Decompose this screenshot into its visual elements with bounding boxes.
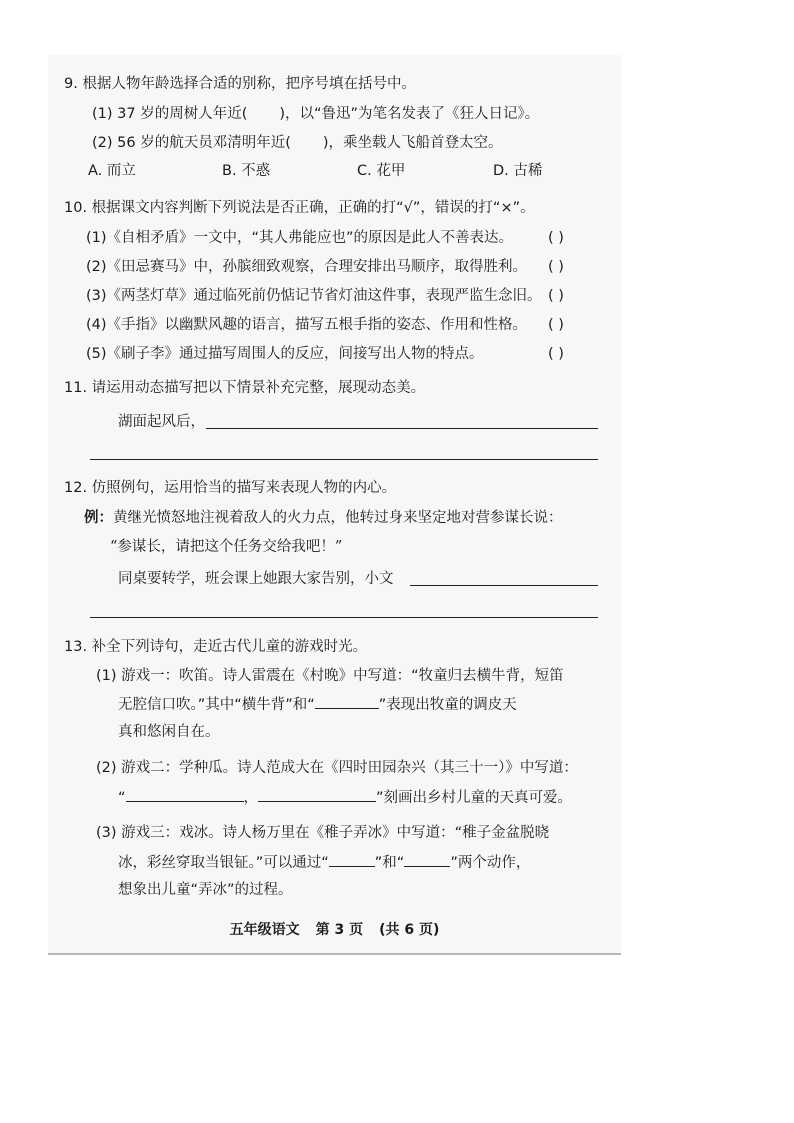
q9-item-2	[92, 133, 503, 153]
q9-item-1	[92, 104, 539, 124]
q12-title: 12. 仿照例句，运用恰当的描写来表现人物的内心。	[64, 480, 397, 496]
q13-part1-line2	[118, 694, 517, 715]
q10-item-5-paren[interactable]: ( )	[548, 346, 564, 362]
q12-answer-line-1[interactable]	[410, 585, 598, 586]
q9-option-d: D. 古稀	[493, 163, 543, 179]
q13-part1-line1: (1) 游戏一：吹笛。诗人雷震在《村晚》中写道：“牧童归去横牛背，短笛	[96, 668, 564, 684]
q9-option-b: B. 不惑	[222, 163, 271, 179]
q10-item-3-paren[interactable]: ( )	[548, 288, 564, 304]
exam-page	[48, 55, 621, 953]
q10-item-5: (5)《刷子李》通过描写周围人的反应，间接写出人物的特点。	[86, 346, 484, 362]
q13-part1-line3: 真和悠闲自在。	[118, 724, 220, 740]
q12-example-quote: “参谋长，请把这个任务交给我吧！”	[110, 539, 343, 555]
footer-subject: 五年级语文	[229, 922, 300, 938]
q13-part3-text-c: ”两个动作，	[450, 855, 531, 871]
q12-example	[84, 508, 563, 528]
footer-total: (共 6 页)	[379, 922, 440, 938]
q13-part2-blank-2[interactable]	[258, 787, 376, 802]
page-footer	[48, 919, 621, 939]
page-bottom-rule	[48, 953, 621, 955]
q12-prompt: 同桌要转学，班会课上她跟大家告别，小文	[118, 571, 394, 587]
q13-part3-line3: 想象出儿童“弄冰”的过程。	[118, 882, 293, 898]
q13-part3-text-b: ”和“	[374, 855, 405, 871]
q10-item-4: (4)《手指》以幽默风趣的语言，描写五根手指的姿态、作用和性格。	[86, 317, 528, 333]
q13-part2-line1: (2) 游戏二：学种瓜。诗人范成大在《四时田园杂兴（其三十一）》中写道：	[96, 760, 578, 776]
q10-title: 10. 根据课文内容判断下列说法是否正确，正确的打“√”，错误的打“×”。	[64, 200, 535, 216]
q13-part2-text-end: ”刻画出乡村儿童的天真可爱。	[376, 790, 573, 806]
q12-example-text: 黄继光愤怒地注视着敌人的火力点，他转过身来坚定地对营参谋长说：	[113, 510, 563, 526]
q10-item-2: (2)《田忌赛马》中，孙膑细致观察，合理安排出马顺序，取得胜利。	[86, 259, 528, 275]
q13-part3-line2	[118, 852, 530, 873]
q13-part3-blank-2[interactable]	[404, 852, 450, 867]
q13-title: 13. 补全下列诗句，走近古代儿童的游戏时光。	[64, 639, 368, 655]
q9-item-2-end: )，乘坐载人飞船首登太空。	[322, 135, 503, 151]
q13-part1-blank[interactable]	[315, 694, 379, 709]
footer-page: 第 3 页	[315, 922, 364, 938]
q13-part2-blank-1[interactable]	[126, 787, 244, 802]
q13-part2-comma: ，	[243, 790, 259, 806]
q10-item-3: (3)《两茎灯草》通过临死前仍惦记节省灯油这件事，表现严监生念旧。	[86, 288, 542, 304]
q12-example-label: 例：	[84, 509, 113, 526]
q12-answer-line-2[interactable]	[90, 617, 598, 618]
q10-item-1-paren[interactable]: ( )	[548, 230, 564, 246]
q10-item-4-paren[interactable]: ( )	[548, 317, 564, 333]
q13-part3-text-a: 冰，彩丝穿取当银钲。”可以通过“	[118, 855, 329, 871]
q9-option-c: C. 花甲	[357, 163, 406, 179]
q11-answer-line-2[interactable]	[90, 459, 598, 460]
q11-answer-line-1[interactable]	[206, 428, 598, 429]
q13-part2-line2	[118, 787, 572, 808]
q11-title: 11. 请运用动态描写把以下情景补充完整，展现动态美。	[64, 380, 426, 396]
q9-item-1-end: )，以“鲁迅”为笔名发表了《狂人日记》。	[279, 106, 540, 122]
q9-option-a: A. 而立	[88, 163, 136, 179]
q10-item-2-paren[interactable]: ( )	[548, 259, 564, 275]
q13-part2-open-quote: “	[118, 790, 126, 806]
q11-prompt: 湖面起风后，	[118, 414, 205, 430]
q13-part1-text-b: ”表现出牧童的调皮天	[378, 697, 517, 713]
q13-part3-line1: (3) 游戏三：戏冰。诗人杨万里在《稚子弄冰》中写道：“稚子金盆脱晓	[96, 825, 550, 841]
q9-item-2-start: (2) 56 岁的航天员邓清明年近(	[92, 135, 291, 151]
q9-title: 9. 根据人物年龄选择合适的别称，把序号填在括号中。	[64, 76, 416, 92]
q13-part1-text-a: 无腔信口吹。”其中“横牛背”和“	[118, 697, 315, 713]
q9-item-1-start: (1) 37 岁的周树人年近(	[92, 106, 248, 122]
q13-part3-blank-1[interactable]	[329, 852, 375, 867]
q10-item-1: (1)《自相矛盾》一文中，“其人弗能应也”的原因是此人不善表达。	[86, 230, 514, 246]
